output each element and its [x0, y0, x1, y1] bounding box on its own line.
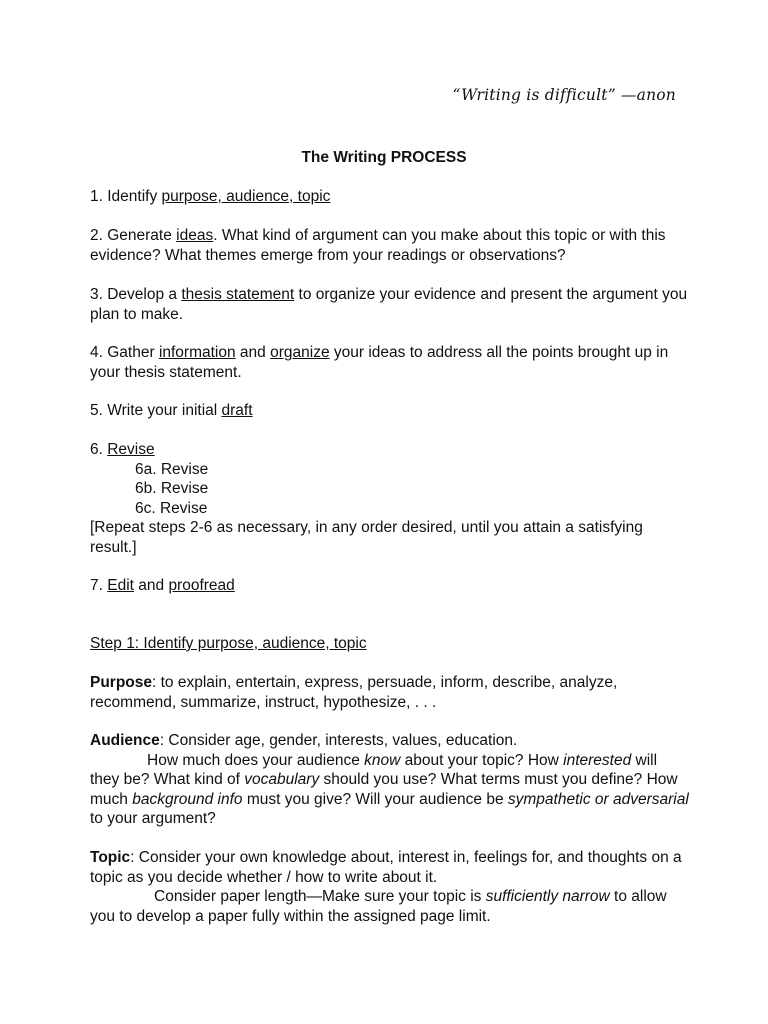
audience-p3: will they be? What kind of [90, 751, 658, 788]
purpose-text: : to explain, entertain, express, persuade, inform, describe, analyze, recommend, summarize, instruct, hypothesize, . . . [90, 674, 618, 711]
audience-p6: to your argument? [90, 810, 216, 827]
audience-p4: should you use? What terms must you define? How much [90, 771, 678, 808]
item-2-link: ideas [176, 227, 214, 244]
list-item-5 [90, 401, 690, 421]
topic-paragraph [90, 848, 690, 926]
topic-p1: Consider paper length—Make sure your topic is [154, 888, 486, 905]
audience-label: Audience [90, 732, 160, 749]
item-1-text: 1. Identify [90, 188, 162, 205]
step1-heading: Step 1: Identify purpose, audience, topic [90, 635, 367, 652]
item-5-link: draft [221, 402, 253, 419]
page-title: The Writing PROCESS [301, 149, 467, 166]
audience-know: know [364, 751, 401, 769]
item-2-rest: . What kind of argument can you make about this topic or with this evidence? What themes emerge from your readings or observations? [90, 227, 666, 264]
audience-vocabulary: vocabulary [244, 771, 320, 788]
item-7-mid: and [133, 577, 169, 594]
item-4-link-1: information [158, 344, 236, 361]
item-5-text: 5. Write your initial [90, 402, 222, 419]
topic-p2: to allow you to develop a paper fully within the assigned page limit. [90, 888, 667, 925]
sub-item-6c: 6c. Revise [135, 499, 208, 517]
list-item-7 [90, 576, 690, 596]
list-item-4 [90, 343, 690, 382]
audience-paragraph [90, 731, 690, 829]
audience-interested: interested [563, 751, 632, 769]
list-item-2 [90, 226, 690, 265]
item-3-text: 3. Develop a [90, 286, 182, 303]
item-6-text: 6. [90, 441, 108, 458]
epigraph-quote: “Writing is difficult” —anon [452, 86, 676, 104]
item-4-link-2: organize [270, 344, 330, 361]
audience-p1: How much does your audience [147, 751, 365, 769]
list-item-3 [90, 285, 690, 324]
audience-p5: must you give? Will your audience be [242, 790, 508, 808]
item-3-link: thesis statement [181, 286, 295, 303]
purpose-paragraph [90, 673, 690, 712]
repeat-note: [Repeat steps 2-6 as necessary, in any order desired, until you attain a satisfying result.] [90, 519, 643, 556]
audience-sympathetic: sympathetic or adversarial [507, 790, 689, 808]
item-6-link: Revise [107, 441, 155, 458]
list-item-1 [90, 187, 690, 207]
item-4-rest: your ideas to address all the points brought up in your thesis statement. [90, 344, 669, 381]
sub-item-6a: 6a. Revise [135, 460, 209, 478]
item-4-text: 4. Gather [90, 344, 159, 361]
audience-p2: about your topic? How [400, 751, 564, 769]
topic-narrow: sufficiently narrow [485, 888, 610, 905]
sub-item-6b: 6b. Revise [135, 480, 209, 497]
item-2-text: 2. Generate [90, 227, 177, 244]
item-4-mid: and [235, 344, 271, 361]
item-7-link-1: Edit [107, 577, 134, 594]
audience-background: background info [132, 790, 243, 808]
item-7-text: 7. [90, 577, 108, 594]
item-1-link: purpose, audience, topic [161, 188, 331, 205]
topic-label: Topic [90, 849, 131, 866]
list-item-6 [90, 440, 690, 557]
purpose-label: Purpose [90, 674, 153, 691]
item-3-rest: to organize your evidence and present the argument you plan to make. [90, 286, 688, 323]
item-7-link-2: proofread [168, 577, 235, 594]
topic-text: : Consider your own knowledge about, interest in, feelings for, and thoughts on a topic as you decide whether / how to write about it. [90, 849, 682, 886]
audience-text: : Consider age, gender, interests, values, education. [159, 732, 518, 749]
